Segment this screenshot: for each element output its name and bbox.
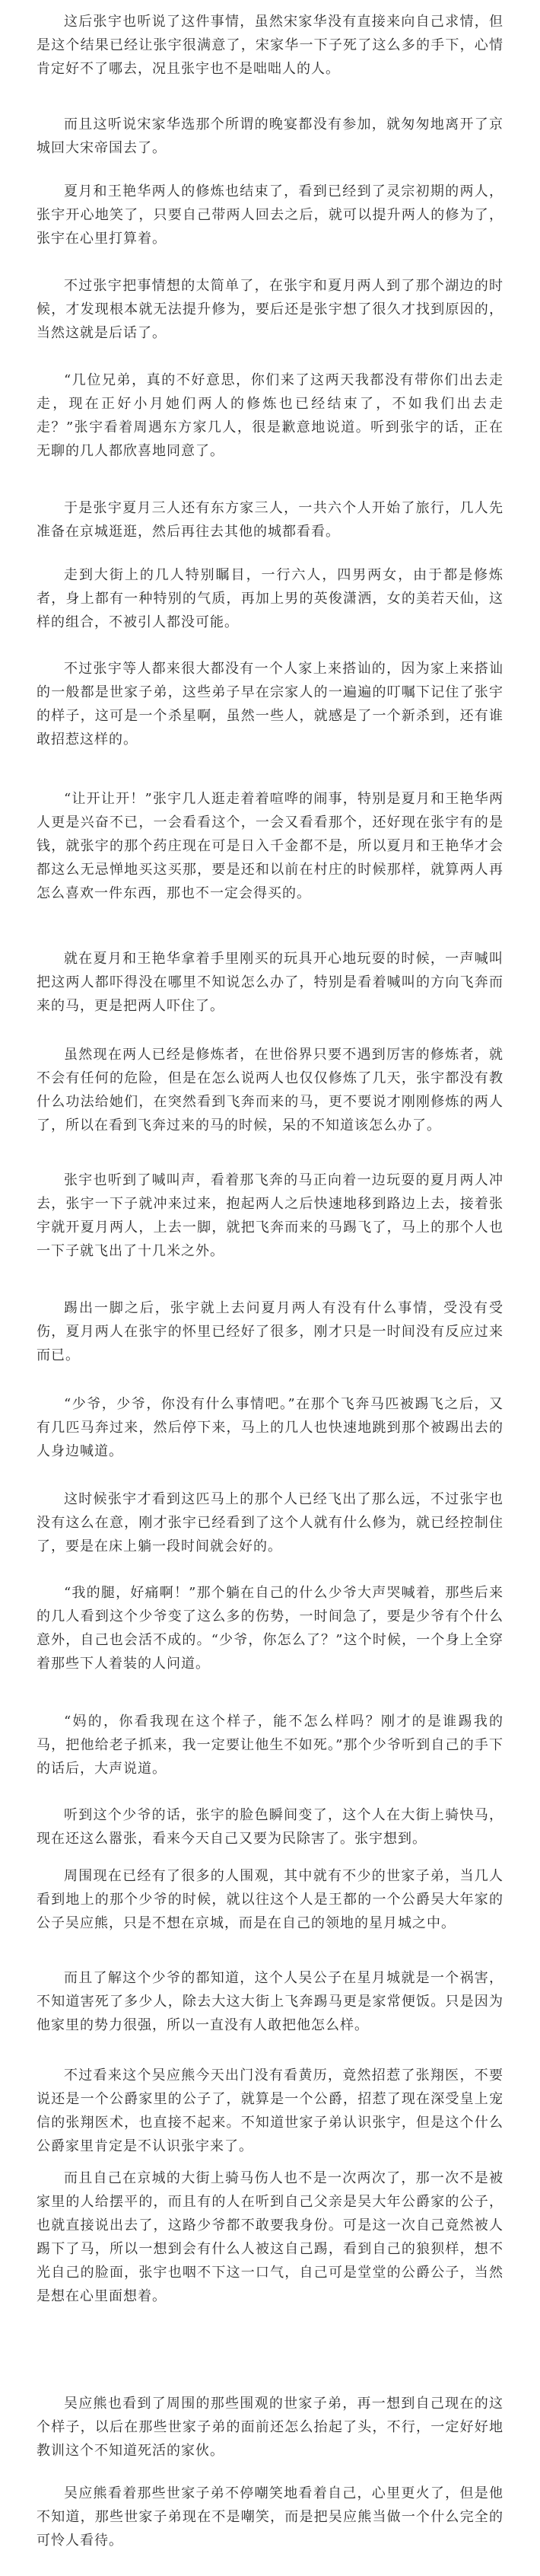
paragraph-13: 踢出一脚之后，张宇就上去问夏月两人有没有什么事情，受没有受伤，夏月两人在张宇的怀里已经好了很多，刚才只是一时间没有反应过来而已。 xyxy=(37,1300,503,1363)
paragraph-11: 虽然现在两人已经是修炼者，在世俗界只要不遇到厉害的修炼者，就不会有任何的危险，但是在怎么说两人也仅仅修炼了几天，张宇都没有教什么功法给她们，在突然看到飞奔而来的马，更不要说才刚刚修炼的两人了，所以在看到飞奔过来的马的时候，呆的不知道该怎么办了。 xyxy=(37,1047,503,1133)
paragraph-6: 于是张宇夏月三人还有东方家三人，一共六个人开始了旅行，几人先准备在京城逛逛，然后再往去其他的城都看看。 xyxy=(37,500,503,540)
paragraph-2: 而且这听说宋家华选那个所谓的晚宴都没有参加，就匆匆地离开了京城回大宋帝国去了。 xyxy=(37,116,503,156)
paragraph-18: 听到这个少爷的话，张宇的脸色瞬间变了，这个人在大街上骑快马，现在还这么嚣张，看来今天自己又要为民除害了。张宇想到。 xyxy=(37,1807,503,1847)
paragraph-21: 不过看来这个吴应熊今天出门没有看黄历，竟然招惹了张翔医，不要说还是一个公爵家里的公子了，就算是一个公爵，招惹了现在深受皇上宠信的张翔医术，也直接不起来。不知道世家子弟认识张宇，但是这个什么公爵家里肯定是不认识张宇来了。 xyxy=(37,2067,503,2154)
paragraph-23: 吴应熊也看到了周围的那些围观的世家子弟，再一想到自己现在的这个样子，以后在那些世家子弟的面前还怎么抬起了头，不行，一定好好地教训这个不知道死活的家伙。 xyxy=(37,2396,503,2459)
paragraph-22: 而且自己在京城的大街上骑马伤人也不是一次两次了，那一次不是被家里的人给摆平的，而且有的人在听到自己父亲是吴大年公爵家的公子，也就直接说出去了，这路少爷都不敢要我身份。可是这一次自己竟然被人踢下了马，所以一想到会有什么人被这自己踢，看到自己的狼狈样，想不光自己的脸面，张宇也咽不下这一口气，自己可是堂堂的公爵公子，当然是想在心里面想着。 xyxy=(37,2170,503,2304)
paragraph-24: 吴应熊看着那些世家子弟不停嘲笑地看着自己，心里更火了，但是他不知道，那些世家子弟现在不是嘲笑，而是把吴应熊当做一个什么完全的可怜人看待。 xyxy=(37,2485,503,2549)
paragraph-10: 就在夏月和王艳华拿着手里刚买的玩具开心地玩耍的时候，一声喊叫把这两人都吓得没在哪里不知说怎么办了，特别是看着喊叫的方向飞奔而来的马，更是把两人吓住了。 xyxy=(37,951,503,1014)
paragraph-7: 走到大街上的几人特别瞩目，一行六人，四男两女，由于都是修炼者，身上都有一种特别的气质，再加上男的英俊潇洒，女的美若天仙，这样的组合，不被引人都没可能。 xyxy=(37,567,503,630)
paragraph-17: “妈的，你看我现在这个样子，能不怎么样吗？刚才的是谁踢我的马，把他给老子抓来，我一定要让他生不如死。”那个少爷听到自己的手下的话后，大声说道。 xyxy=(37,1714,503,1777)
paragraph-12: 张宇也听到了喊叫声，看着那飞奔的马正向着一边玩耍的夏月两人冲去，张宇一下子就冲来过来，抱起两人之后快速地移到路边上去，接着张宇就开夏月两人，上去一脚，就把飞奔而来的马踢飞了，马上的那个人也一下子就飞出了十几米之外。 xyxy=(37,1172,503,1259)
paragraph-16: “我的腿，好痛啊！”那个躺在自己的什么少爷大声哭喊着，那些后来的几人看到这个少爷变了这么多的伤势，一时间急了，要是少爷有个什么意外，自己也会活不成的。“少爷，你怎么了？”这个时候，一个身上全穿着那些下人着装的人问道。 xyxy=(37,1585,503,1672)
paragraph-9: “让开让开！”张宇几人逛走着着喧哗的闹事，特别是夏月和王艳华两人更是兴奋不已，一会看看这个，一会又看看那个，还好现在张宇有的是钱，就张宇的那个药庄现在可是日入千金都不是，所以夏月和王艳华才会都这么无忌惮地买这买那，要是还和以前在村庄的时候那样，就算两人再怎么喜欢一件东西，那也不一定会得买的。 xyxy=(37,791,503,901)
paragraph-4: 不过张宇把事情想的太简单了，在张宇和夏月两人到了那个湖边的时候，才发现根本就无法提升修为，要后还是张宇想了很久才找到原因的，当然这就是后话了。 xyxy=(37,278,503,341)
paragraph-3: 夏月和王艳华两人的修炼也结束了，看到已经到了灵宗初期的两人，张宇开心地笑了，只要自己带两人回去之后，就可以提升两人的修为了，张宇在心里打算着。 xyxy=(37,183,503,247)
paragraph-8: 不过张宇等人都来很大都没有一个人家上来搭讪的，因为家上来搭讪的一般都是世家子弟，这些弟子早在宗家人的一遍遍的叮嘱下记住了张宇的样子，这可是一个杀星啊，虽然一些人，就感是了一个新杀到，还有谁敢招惹这样的。 xyxy=(37,661,503,748)
paragraph-19: 周围现在已经有了很多的人围观，其中就有不少的世家子弟，当几人看到地上的那个少爷的时候，就以往这个人是王都的一个公爵吴大年家的公子吴应熊，只是不想在京城，而是在自己的领地的星月城之中。 xyxy=(37,1868,503,1931)
paragraph-5: “几位兄弟，真的不好意思，你们来了这两天我都没有带你们出去走走，现在正好小月她们两人的修炼也已经结束了，不如我们出去走走？”张宇看着周遇东方家几人，很是歉意地说道。听到张宇的话，正在无聊的几人都欣喜地同意了。 xyxy=(37,372,503,459)
paragraph-1: 这后张宇也听说了这件事情，虽然宋家华没有直接来向自己求情，但是这个结果已经让张宇很满意了，宋家华一下子死了这么多的手下，心情肯定好不了哪去，况且张宇也不是咄咄人的人。 xyxy=(37,14,503,77)
paragraph-20: 而且了解这个少爷的都知道，这个人吴公子在星月城就是一个祸害，不知道害死了多少人，除去大这大街上飞奔踢马更是家常便饭。只是因为他家里的势力很强，所以一直没有人敢把他怎么样。 xyxy=(37,1970,503,2033)
paragraph-15: 这时候张宇才看到这匹马上的那个人已经飞出了那么远，不过张宇也没有这么在意，刚才张宇已经看到了这个人就有什么修为，就已经控制住了，要是在床上躺一段时间就会好的。 xyxy=(37,1491,503,1554)
paragraph-14: “少爷，少爷，你没有什么事情吧。”在那个飞奔马匹被踢飞之后，又有几匹马奔过来，然后停下来，马上的几人也快速地跳到那个被踢出去的人身边喊道。 xyxy=(37,1396,503,1459)
